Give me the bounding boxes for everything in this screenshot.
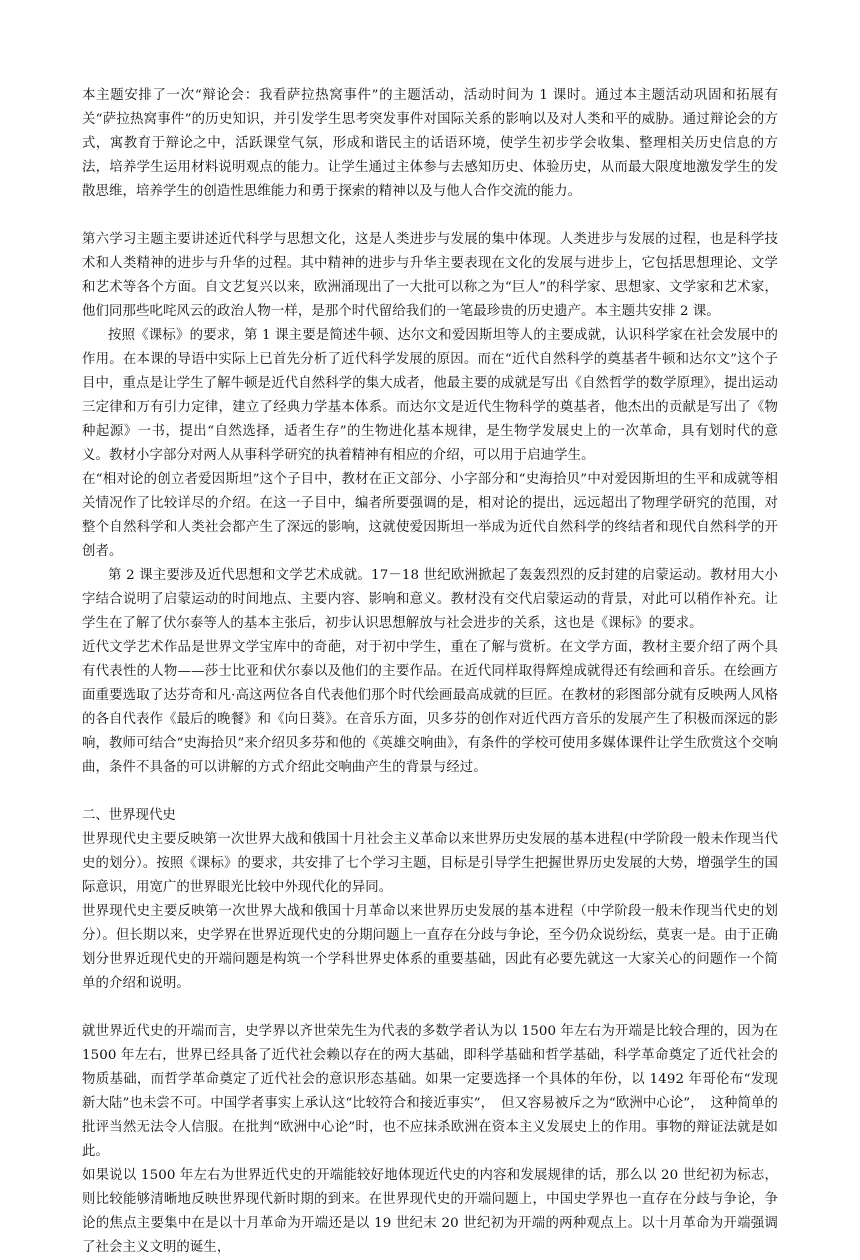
paragraph-modern-era-start: 就世界近代史的开端而言，史学界以齐世荣先生为代表的多数学者认为以 1500 年左右为开端是比较合理的，因为在 1500 年左右，世界已经具备了近代社会赖以存在的两大基础，即科学基础和哲学基础，科学革命奠定了近代社会的物质基础，而哲学革命奠定了近代社会的意识形态基础。如果一定要选择一个具体的年份，以 1492 年哥伦布“发现新大陆”也未尝不可。中国学者事实上承认这“比较符合和接近事实”， 但又容易被斥之为“欧洲中心论”， 这种简单的批评当然无法令人信服。在批判“欧洲中心论”时，也不应抹杀欧洲在资本主义发展史上的作用。事物的辩证法就是如此。 (82, 1024, 778, 1159)
paragraph-lesson-one: 按照《课标》的要求，第 1 课主要是简述牛顿、达尔文和爱因斯坦等人的主要成就，认识科学家在社会发展中的作用。在本课的导语中实际上已首先分析了近代科学发展的原因。而在“近代自然科学的奠基者牛顿和达尔文”这个子目中，重点是让学生了解牛顿是近代自然科学的集大成者，他最主要的成就是写出《自然哲学的数学原理》，提出运动三定律和万有引力定律，建立了经典力学基本体系。而达尔文是近代生物科学的奠基者，他杰出的贡献是写出了《物种起源》一书，提出“自然选择，适者生存”的生物进化基本规律，是生物学发展史上的一次革命，具有划时代的意义。教材小字部分对两人从事科学研究的执着精神有相应的介绍，可以用于启迪学生。 (82, 328, 778, 463)
paragraph-spacer (82, 996, 778, 1020)
paragraph-periodization: 世界现代史主要反映第一次世界大战和俄国十月革命以来世界历史发展的基本进程（中学阶段一般未作现当代史的划分）。但长期以来，史学界在世界近现代史的分期问题上一直存在分歧与争论，至今仍众说纷纭，莫衷一是。由于正确划分世界近现代史的开端问题是构筑一个学科世界史体系的重要基础，因此有必要先就这一大家关心的问题作一个简单的介绍和说明。 (82, 904, 778, 991)
paragraph-spacer (82, 780, 778, 804)
paragraph-theme-six-intro: 第六学习主题主要讲述近代科学与思想文化，这是人类进步与发展的集中体现。人类进步与发展的过程，也是科学技术和人类精神的进步与升华的过程。其中精神的进步与升华主要表现在文化的发展与进步上，它包括思想理论、文学和艺术等各个方面。自文艺复兴以来，欧洲涌现出了一大批可以称之为“巨人”的科学家、思想家、文学家和艺术家，他们同那些叱咤风云的政治人物一样，是那个时代留给我们的一笔最珍贵的历史遗产。本主题共安排 2 课。 (82, 232, 778, 319)
document-page (82, 84, 778, 1260)
paragraph-einstein: 在“相对论的创立者爱因斯坦”这个子目中，教材在正文部分、小字部分和“史海拾贝”中对爱因斯坦的生平和成就等相关情况作了比较详尽的介绍。在这一子目中，编者所要强调的是，相对论的提出，远远超出了物理学研究的范围，对整个自然科学和人类社会都产生了深远的影响，这就使爱因斯坦一举成为近代自然科学的终结者和现代自然科学的开创者。 (82, 472, 778, 559)
paragraph-contemporary-era-start: 如果说以 1500 年左右为世界近代史的开端能较好地体现近代史的内容和发展规律的话，那么以 20 世纪初为标志，则比较能够清晰地反映世界现代新时期的到来。在世界现代史的开端问题上，中国史学界也一直存在分歧与争论，争论的焦点主要集中在是以十月革命为开端还是以 19 世纪末 20 世纪初为开端的两种观点上。以十月革命为开端强调了社会主义文明的诞生， (82, 1168, 778, 1255)
paragraph-lesson-two: 第 2 课主要涉及近代思想和文学艺术成就。17－18 世纪欧洲掀起了轰轰烈烈的反封建的启蒙运动。教材用大小字结合说明了启蒙运动的时间地点、主要内容、影响和意义。教材没有交代启蒙运动的背景，对此可以稍作补充。让学生在了解了伏尔泰等人的基本主张后，初步认识思想解放与社会进步的关系，这也是《课标》的要求。 (82, 568, 778, 631)
paragraph-literature-art: 近代文学艺术作品是世界文学宝库中的奇葩，对于初中学生，重在了解与赏析。在文学方面，教材主要介绍了两个具有代表性的人物——莎士比亚和伏尔泰以及他们的主要作品。在近代同样取得辉煌成就得还有绘画和音乐。在绘画方面重要选取了达芬奇和凡·高这两位各自代表他们那个时代绘画最高成就的巨匠。在教材的彩图部分就有反映两人风格的各自代表作《最后的晚餐》和《向日葵》。在音乐方面，贝多芬的创作对近代西方音乐的发展产生了积极而深远的影响，教师可结合“史海拾贝”来介绍贝多芬和他的《英雄交响曲》，有条件的学校可使用多媒体课件让学生欣赏这个交响曲，条件不具备的可以讲解的方式介绍此交响曲产生的背景与经过。 (82, 640, 778, 775)
paragraph-modern-history-overview: 世界现代史主要反映第一次世界大战和俄国十月社会主义革命以来世界历史发展的基本进程(中学阶段一般未作现当代史的划分）。按照《课标》的要求，共安排了七个学习主题，目标是引导学生把握世界历史发展的大势，增强学生的国际意识，用宽广的世界眼光比较中外现代化的异同。 (82, 832, 778, 895)
paragraph-spacer (82, 204, 778, 228)
section-heading-modern-history: 二、世界现代史 (82, 808, 176, 823)
paragraph-sarajevo-debate: 本主题安排了一次“辩论会：我看萨拉热窝事件”的主题活动，活动时间为 1 课时。通过本主题活动巩固和拓展有关“萨拉热窝事件”的历史知识，并引发学生思考突发事件对国际关系的影响以及对人类和平的威胁。通过辩论会的方式，寓教育于辩论之中，活跃课堂气氛，形成和谐民主的话语环境，使学生初步学会收集、整理相关历史信息的方法，培养学生运用材料说明观点的能力。让学生通过主体参与去感知历史、体验历史，从而最大限度地激发学生的发散思维，培养学生的创造性思维能力和勇于探索的精神以及与他人合作交流的能力。 (82, 88, 778, 199)
